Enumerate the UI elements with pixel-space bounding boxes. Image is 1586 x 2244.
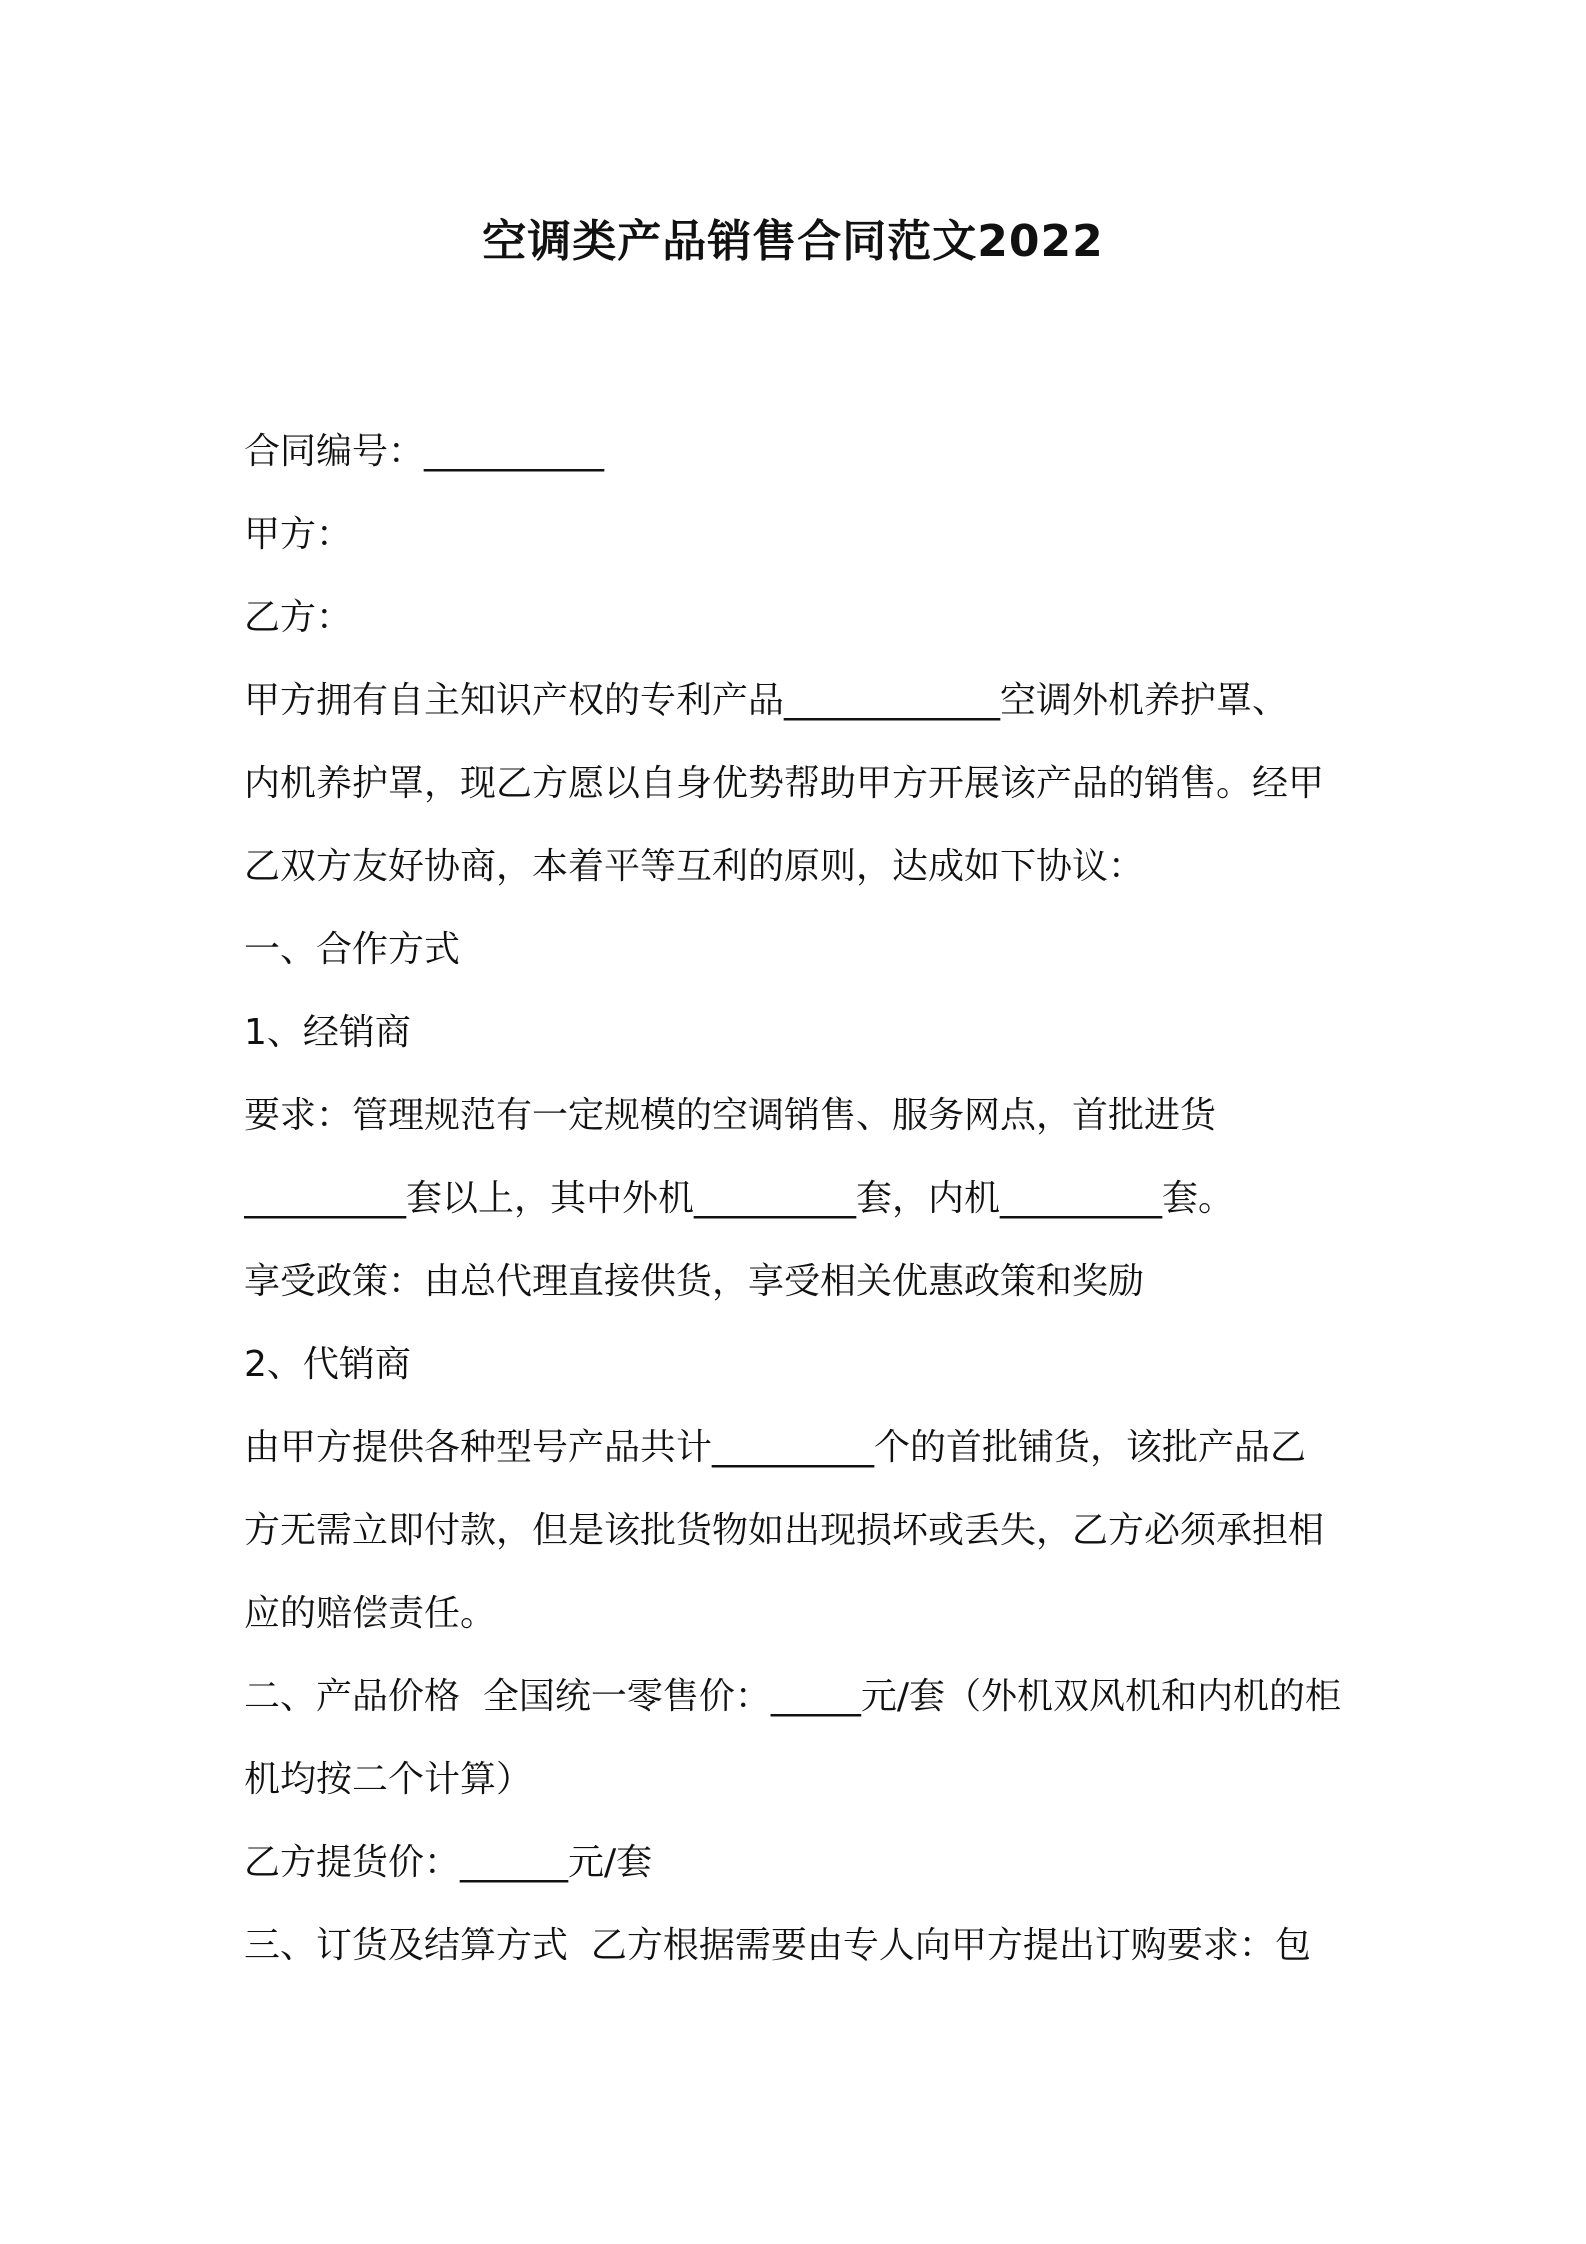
party-b-line: 乙方： [244, 597, 353, 638]
price-section-line: 二、产品价格 全国统一零售价：_____元/套（外机双风机和内机的柜 [244, 1676, 1342, 1717]
dealer-policy-line: 享受政策：由总代理直接供货，享受相关优惠政策和奖励 [244, 1261, 1145, 1302]
price-section-line: 机均按二个计算） [244, 1759, 533, 1800]
ordering-section-line: 三、订货及结算方式 乙方根据需要由专人向甲方提出订购要求：包 [244, 1925, 1311, 1966]
agent-paragraph-line: 由甲方提供各种型号产品共计_________个的首批铺货，该批产品乙 [244, 1427, 1307, 1468]
party-a-line: 甲方： [244, 514, 353, 555]
contract-number-line: 合同编号：__________ [244, 431, 605, 472]
subsection-heading: 2、代销商 [244, 1344, 411, 1385]
intro-paragraph-line: 甲方拥有自主知识产权的专利产品____________空调外机养护罩、 [244, 680, 1289, 721]
document-title: 空调类产品销售合同范文2022 [482, 216, 1104, 267]
section-heading: 一、合作方式 [244, 929, 461, 970]
dealer-requirements-line: 要求：管理规范有一定规模的空调销售、服务网点，首批进货 [244, 1095, 1217, 1136]
agent-paragraph-line: 方无需立即付款，但是该批货物如出现损坏或丢失，乙方必须承担相 [244, 1510, 1325, 1551]
contract-body [244, 410, 1364, 1987]
agent-paragraph-line: 应的赔偿责任。 [244, 1593, 497, 1634]
intro-paragraph-line: 乙双方友好协商，本着平等互利的原则，达成如下协议： [244, 846, 1145, 887]
subsection-heading: 1、经销商 [244, 1012, 411, 1053]
pickup-price-line: 乙方提货价：______元/套 [244, 1842, 653, 1883]
intro-paragraph-line: 内机养护罩，现乙方愿以自身优势帮助甲方开展该产品的销售。经甲 [244, 763, 1325, 804]
dealer-requirements-line: _________套以上，其中外机_________套，内机_________套。 [244, 1178, 1235, 1219]
